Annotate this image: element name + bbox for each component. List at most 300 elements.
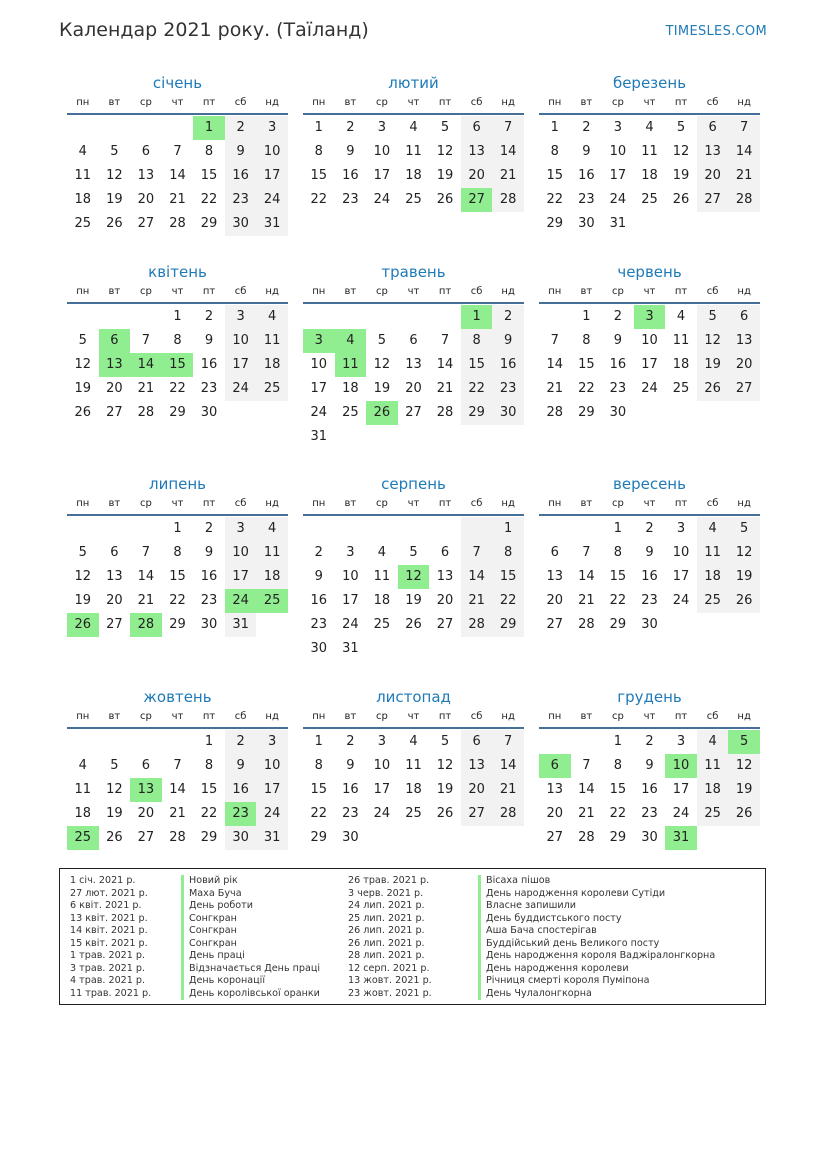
empty-cell: [335, 517, 367, 541]
weekday-header: [539, 95, 760, 115]
weekday-label: чт: [643, 711, 656, 722]
month-name: лютий: [388, 74, 439, 92]
day-cell: 29: [310, 830, 328, 845]
day-cell: 13: [130, 778, 162, 802]
weekday-label: пн: [548, 711, 562, 722]
empty-cell: [99, 517, 131, 541]
day-cell: 8: [204, 758, 214, 773]
weekday-label: нд: [265, 711, 279, 722]
day-cell: 21: [169, 806, 186, 821]
day-cell: 18: [405, 168, 422, 183]
day-cell: 17: [310, 381, 328, 396]
day-cell: 22: [578, 381, 595, 396]
weekday-label: чт: [643, 97, 656, 108]
weekday-label: чт: [643, 286, 656, 297]
day-cell: 1: [492, 517, 524, 541]
day-cell: 30: [578, 216, 595, 231]
weekday-label: пт: [674, 498, 688, 509]
day-cell: 30: [342, 830, 359, 845]
day-cell: 6: [461, 116, 493, 140]
day-cell: 26: [728, 589, 760, 613]
weekday-label: ср: [375, 711, 388, 722]
day-cell: 15: [492, 565, 524, 589]
weekday-label: пн: [76, 498, 90, 509]
month-4: [303, 261, 524, 449]
weekday-header: [539, 709, 760, 729]
day-cell: 8: [613, 758, 623, 773]
day-cell: 13: [546, 569, 564, 584]
day-cell: 4: [697, 517, 729, 541]
weekday-label: чт: [171, 286, 184, 297]
day-cell: 22: [310, 806, 328, 821]
day-cell: 15: [609, 569, 627, 584]
day-cell: 5: [110, 758, 119, 773]
day-cell: 9: [225, 754, 257, 778]
day-cell: 14: [578, 782, 595, 797]
month-9: [67, 686, 288, 850]
day-cell: 11: [405, 144, 422, 159]
day-cell: 25: [697, 589, 729, 613]
weekday-label: сб: [706, 97, 719, 108]
legend-holiday-name: День роботи: [181, 900, 320, 913]
day-cell: 15: [578, 357, 595, 372]
weekday-label: нд: [501, 711, 515, 722]
day-cell: 27: [461, 188, 493, 212]
day-grid: [303, 517, 524, 661]
day-cell: 6: [461, 730, 493, 754]
legend-date: 1 трав. 2021 р.: [70, 950, 146, 961]
empty-cell: [571, 517, 603, 541]
day-cell: 20: [728, 353, 760, 377]
day-cell: 15: [310, 782, 328, 797]
day-cell: 11: [373, 569, 391, 584]
weekday-label: ср: [139, 97, 152, 108]
weekday-label: чт: [407, 286, 420, 297]
day-cell: 22: [461, 377, 493, 401]
brand-link[interactable]: TIMESLES.COM: [665, 24, 767, 39]
weekday-label: нд: [737, 97, 751, 108]
day-cell: 4: [78, 144, 87, 159]
weekday-label: пт: [438, 498, 452, 509]
weekday-label: вт: [580, 498, 593, 509]
month-name: січень: [152, 74, 203, 92]
day-cell: 9: [314, 569, 323, 584]
day-cell: 27: [436, 617, 454, 632]
legend-date: 23 жовт. 2021 р.: [348, 987, 432, 999]
day-cell: 23: [641, 806, 658, 821]
month-10: [303, 686, 524, 850]
day-cell: 1: [193, 116, 225, 140]
day-cell: 9: [645, 758, 654, 773]
day-cell: 21: [492, 164, 524, 188]
day-cell: 26: [728, 802, 760, 826]
day-cell: 21: [546, 381, 564, 396]
day-cell: 24: [373, 806, 391, 821]
day-cell: 16: [342, 168, 359, 183]
day-cell: 12: [697, 329, 729, 353]
holiday-legend: [59, 868, 766, 1005]
day-cell: 23: [342, 192, 359, 207]
day-cell: 6: [728, 305, 760, 329]
empty-cell: [303, 305, 335, 329]
legend-date: 3 черв. 2021 р.: [348, 887, 424, 899]
day-cell: 8: [613, 545, 623, 560]
month-name: листопад: [376, 688, 451, 706]
day-cell: 10: [256, 754, 288, 778]
empty-cell: [539, 730, 571, 754]
day-cell: 22: [492, 589, 524, 613]
legend-holiday-name: День праці: [181, 950, 320, 963]
day-cell: 5: [440, 120, 450, 135]
day-cell: 4: [377, 545, 387, 560]
day-cell: 24: [256, 802, 288, 826]
day-cell: 23: [609, 381, 627, 396]
day-cell: 10: [225, 541, 257, 565]
legend-dates-right: [348, 875, 432, 1000]
weekday-label: чт: [407, 498, 420, 509]
day-cell: 1: [613, 734, 623, 749]
weekday-label: пн: [312, 286, 326, 297]
day-cell: 8: [314, 758, 323, 773]
day-cell: 4: [676, 309, 686, 324]
legend-holiday-name: Маха Буча: [181, 888, 320, 901]
weekday-label: чт: [643, 498, 656, 509]
day-cell: 25: [256, 589, 288, 613]
day-cell: 13: [697, 140, 729, 164]
legend-date: 13 квіт. 2021 р.: [70, 912, 148, 924]
weekday-label: сб: [706, 711, 719, 722]
day-cell: 17: [342, 593, 359, 608]
weekday-label: пн: [76, 286, 90, 297]
weekday-label: вт: [344, 97, 357, 108]
weekday-label: пт: [202, 97, 216, 108]
day-cell: 17: [641, 357, 658, 372]
empty-cell: [366, 305, 398, 329]
day-cell: 1: [173, 309, 182, 324]
day-cell: 2: [225, 730, 257, 754]
day-cell: 3: [676, 734, 686, 749]
day-cell: 29: [546, 216, 564, 231]
legend-holiday-name: Сонгкран: [181, 925, 320, 938]
day-cell: 16: [492, 353, 524, 377]
day-cell: 26: [405, 617, 422, 632]
weekday-label: нд: [265, 286, 279, 297]
day-cell: 20: [546, 806, 564, 821]
day-cell: 24: [256, 188, 288, 212]
day-cell: 16: [342, 782, 359, 797]
day-cell: 15: [169, 569, 186, 584]
empty-cell: [130, 116, 162, 140]
weekday-label: пн: [312, 498, 326, 509]
day-cell: 6: [110, 545, 119, 560]
weekday-label: ср: [611, 97, 624, 108]
day-cell: 8: [314, 144, 323, 159]
weekday-label: пн: [312, 711, 326, 722]
day-cell: 31: [342, 641, 359, 656]
day-cell: 5: [440, 734, 450, 749]
empty-cell: [99, 305, 131, 329]
day-cell: 12: [74, 569, 92, 584]
day-cell: 3: [634, 305, 666, 329]
weekday-label: нд: [501, 97, 515, 108]
day-cell: 17: [256, 164, 288, 188]
day-cell: 10: [342, 569, 359, 584]
day-cell: 5: [110, 144, 119, 159]
day-cell: 16: [578, 168, 595, 183]
day-cell: 30: [641, 617, 658, 632]
legend-date: 6 квіт. 2021 р.: [70, 900, 142, 911]
day-cell: 14: [169, 168, 186, 183]
day-cell: 7: [141, 333, 151, 348]
day-cell: 10: [665, 754, 697, 778]
weekday-label: вт: [108, 97, 121, 108]
day-cell: 15: [461, 353, 493, 377]
day-cell: 10: [225, 329, 257, 353]
weekday-label: нд: [501, 498, 515, 509]
legend-holiday-name: День народження королеви: [478, 963, 715, 976]
day-cell: 29: [169, 405, 186, 420]
day-cell: 21: [728, 164, 760, 188]
legend-holiday-name: День народження короля Ваджіралонгкорна: [478, 950, 715, 963]
weekday-label: нд: [501, 286, 515, 297]
day-cell: 26: [697, 377, 729, 401]
day-cell: 15: [200, 782, 218, 797]
day-cell: 24: [342, 617, 359, 632]
day-cell: 28: [169, 216, 186, 231]
day-cell: 20: [106, 381, 123, 396]
day-cell: 25: [405, 192, 422, 207]
day-cell: 30: [225, 212, 257, 236]
day-cell: 7: [141, 545, 151, 560]
day-cell: 7: [173, 758, 182, 773]
day-cell: 19: [436, 168, 454, 183]
weekday-label: вт: [344, 711, 357, 722]
weekday-header: [303, 709, 524, 729]
day-cell: 27: [728, 377, 760, 401]
day-cell: 21: [436, 381, 454, 396]
day-cell: 24: [373, 192, 391, 207]
day-cell: 29: [578, 405, 595, 420]
weekday-header: [303, 95, 524, 115]
weekday-label: вт: [344, 286, 357, 297]
day-cell: 5: [78, 545, 87, 560]
weekday-label: нд: [265, 97, 279, 108]
day-cell: 16: [200, 569, 218, 584]
day-cell: 31: [225, 613, 257, 637]
empty-cell: [162, 116, 194, 140]
empty-cell: [162, 730, 194, 754]
day-cell: 26: [106, 216, 123, 231]
day-cell: 16: [200, 357, 218, 372]
weekday-label: пн: [548, 286, 562, 297]
legend-holiday-name: Річниця смерті короля Пуміпона: [478, 975, 715, 988]
day-grid: [303, 305, 524, 449]
day-cell: 19: [672, 168, 690, 183]
weekday-label: чт: [171, 97, 184, 108]
day-cell: 26: [74, 405, 92, 420]
legend-date: 12 серп. 2021 р.: [348, 962, 430, 974]
empty-cell: [429, 517, 461, 541]
empty-cell: [398, 517, 430, 541]
empty-cell: [398, 305, 430, 329]
day-cell: 2: [492, 305, 524, 329]
legend-date: 26 трав. 2021 р.: [348, 875, 430, 886]
day-cell: 3: [377, 120, 387, 135]
day-cell: 8: [582, 333, 591, 348]
day-cell: 3: [303, 329, 335, 353]
day-cell: 4: [645, 120, 654, 135]
weekday-header: [539, 284, 760, 304]
day-cell: 5: [377, 333, 387, 348]
legend-date: 3 трав. 2021 р.: [70, 962, 146, 974]
day-cell: 19: [405, 593, 422, 608]
day-grid: [539, 517, 760, 637]
day-cell: 12: [398, 565, 430, 589]
day-cell: 2: [204, 309, 214, 324]
day-cell: 24: [641, 381, 658, 396]
day-cell: 14: [130, 353, 162, 377]
day-cell: 30: [609, 405, 627, 420]
day-cell: 20: [461, 778, 493, 802]
day-cell: 18: [373, 593, 391, 608]
day-cell: 17: [373, 168, 391, 183]
day-cell: 19: [728, 778, 760, 802]
day-cell: 7: [440, 333, 450, 348]
weekday-label: сб: [470, 498, 483, 509]
day-cell: 24: [225, 589, 257, 613]
day-cell: 16: [609, 357, 627, 372]
weekday-label: нд: [737, 498, 751, 509]
day-cell: 3: [256, 116, 288, 140]
day-cell: 18: [256, 353, 288, 377]
empty-cell: [335, 305, 367, 329]
day-cell: 1: [461, 305, 493, 329]
day-cell: 9: [582, 144, 591, 159]
weekday-label: ср: [375, 97, 388, 108]
day-grid: [67, 517, 288, 637]
day-cell: 23: [225, 802, 257, 826]
day-cell: 23: [492, 377, 524, 401]
day-cell: 26: [672, 192, 690, 207]
legend-holiday-name: Буддійський день Великого посту: [478, 938, 715, 951]
day-cell: 27: [697, 188, 729, 212]
weekday-label: сб: [234, 711, 247, 722]
legend-holiday-name: День коронації: [181, 975, 320, 988]
day-cell: 16: [641, 569, 658, 584]
weekday-label: пн: [76, 97, 90, 108]
day-cell: 28: [728, 188, 760, 212]
weekday-label: вт: [580, 711, 593, 722]
page-title: Календар 2021 року. (Таїланд): [59, 19, 369, 41]
weekday-header: [67, 709, 288, 729]
day-cell: 25: [67, 826, 99, 850]
weekday-label: ср: [139, 286, 152, 297]
empty-cell: [571, 730, 603, 754]
day-cell: 19: [74, 381, 92, 396]
day-cell: 5: [409, 545, 418, 560]
day-cell: 3: [346, 545, 355, 560]
day-cell: 7: [173, 144, 182, 159]
day-cell: 20: [137, 192, 155, 207]
day-cell: 19: [106, 192, 123, 207]
day-cell: 22: [310, 192, 328, 207]
day-cell: 3: [676, 521, 686, 536]
day-cell: 2: [582, 120, 591, 135]
legend-date: 15 квіт. 2021 р.: [70, 937, 148, 949]
weekday-label: пт: [674, 286, 688, 297]
day-cell: 16: [310, 593, 328, 608]
weekday-label: пн: [76, 711, 90, 722]
day-cell: 14: [169, 782, 186, 797]
month-0: [67, 72, 288, 236]
weekday-header: [67, 284, 288, 304]
day-cell: 12: [728, 754, 760, 778]
day-cell: 25: [342, 405, 359, 420]
day-cell: 2: [645, 734, 654, 749]
day-cell: 19: [436, 782, 454, 797]
day-cell: 2: [314, 545, 323, 560]
day-cell: 24: [672, 806, 690, 821]
day-cell: 25: [74, 216, 92, 231]
legend-date: 4 трав. 2021 р.: [70, 975, 146, 986]
day-grid: [303, 116, 524, 212]
day-cell: 13: [405, 357, 422, 372]
day-cell: 12: [436, 758, 454, 773]
day-cell: 10: [373, 144, 391, 159]
day-cell: 14: [728, 140, 760, 164]
day-cell: 10: [609, 144, 627, 159]
weekday-label: пт: [202, 286, 216, 297]
day-cell: 23: [225, 188, 257, 212]
day-cell: 4: [256, 517, 288, 541]
weekday-label: чт: [407, 97, 420, 108]
day-cell: 2: [645, 521, 654, 536]
weekday-label: сб: [706, 498, 719, 509]
day-cell: 13: [436, 569, 454, 584]
legend-date: 25 лип. 2021 р.: [348, 912, 425, 924]
weekday-label: сб: [470, 286, 483, 297]
day-cell: 27: [461, 802, 493, 826]
legend-date: 27 лют. 2021 р.: [70, 887, 148, 899]
weekday-label: вт: [108, 286, 121, 297]
day-cell: 7: [582, 545, 591, 560]
day-cell: 28: [169, 830, 186, 845]
day-cell: 13: [546, 782, 564, 797]
weekday-label: ср: [611, 711, 624, 722]
weekday-header: [67, 95, 288, 115]
day-cell: 29: [169, 617, 186, 632]
day-cell: 12: [436, 144, 454, 159]
day-cell: 14: [546, 357, 564, 372]
month-6: [67, 473, 288, 637]
weekday-label: пт: [438, 711, 452, 722]
legend-date: 14 квіт. 2021 р.: [70, 925, 148, 936]
empty-cell: [429, 305, 461, 329]
day-cell: 7: [582, 758, 591, 773]
day-cell: 21: [137, 381, 155, 396]
month-name: травень: [381, 263, 446, 281]
day-cell: 29: [461, 401, 493, 425]
day-cell: 3: [377, 734, 387, 749]
day-cell: 1: [550, 120, 559, 135]
day-cell: 15: [162, 353, 194, 377]
legend-holiday-name: День Чулалонгкорна: [478, 988, 715, 1001]
legend-holiday-name: День народження королеви Сутіди: [478, 888, 715, 901]
legend-holiday-name: Сонгкран: [181, 913, 320, 926]
day-cell: 14: [578, 569, 595, 584]
day-cell: 14: [492, 754, 524, 778]
day-cell: 27: [106, 617, 123, 632]
